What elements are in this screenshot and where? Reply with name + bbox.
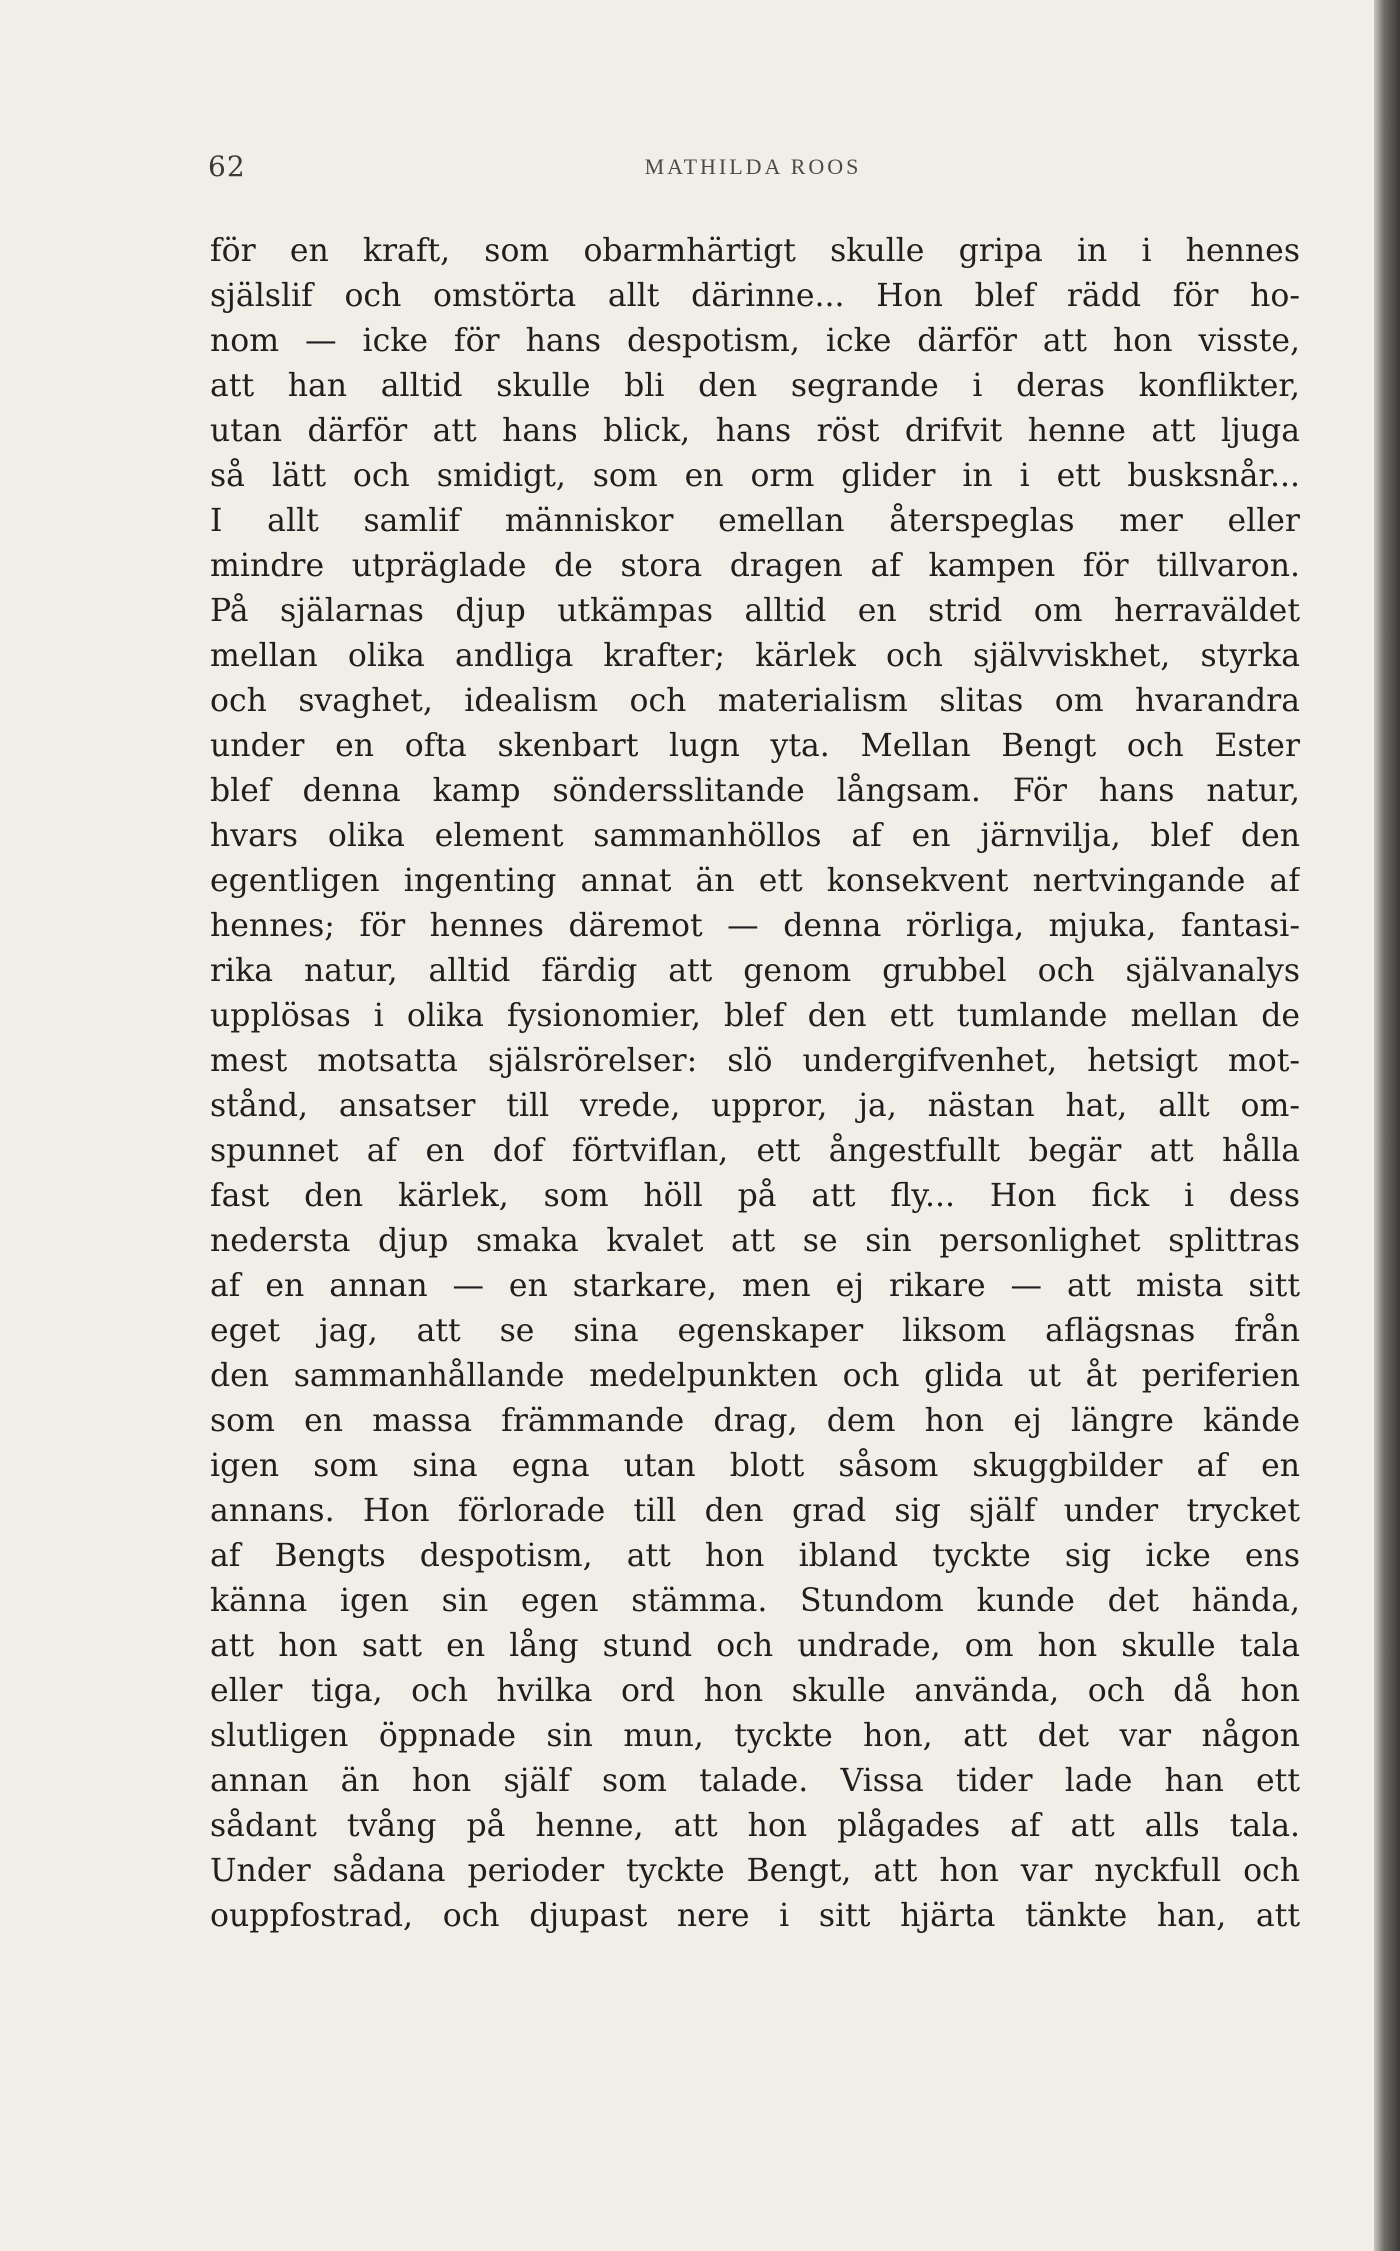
text-line: I allt samlif människor emellan återspeglas mer eller xyxy=(210,503,1300,539)
text-line: hvars olika element sammanhöllos af en järnvilja, blef den xyxy=(210,818,1300,854)
body-text xyxy=(210,229,1300,1939)
text-line: hennes; för hennes däremot — denna rörliga, mjuka, fantasi- xyxy=(210,908,1300,944)
text-line: stånd, ansatser till vrede, uppror, ja, nästan hat, allt om- xyxy=(210,1088,1300,1124)
text-line: som en massa främmande drag, dem hon ej längre kände xyxy=(210,1403,1300,1439)
text-line: så lätt och smidigt, som en orm glider in i ett busksnår... xyxy=(210,458,1300,494)
text-line: att han alltid skulle bli den segrande i deras konflikter, xyxy=(210,368,1300,404)
text-line: af en annan — en starkare, men ej rikare — att mista sitt xyxy=(210,1268,1300,1304)
text-line: och svaghet, idealism och materialism slitas om hvarandra xyxy=(210,683,1300,719)
text-line: annan än hon själf som talade. Vissa tider lade han ett xyxy=(210,1763,1300,1799)
text-line: sådant tvång på henne, att hon plågades af att alls tala. xyxy=(210,1808,1300,1844)
text-line: känna igen sin egen stämma. Stundom kunde det hända, xyxy=(210,1583,1300,1619)
text-line: rika natur, alltid färdig att genom grubbel och självanalys xyxy=(210,953,1300,989)
text-line: mindre utpräglade de stora dragen af kampen för tillvaron. xyxy=(210,548,1300,584)
text-line: mest motsatta själsrörelser: slö undergifvenhet, hetsigt mot- xyxy=(210,1043,1300,1079)
text-line: spunnet af en dof förtviflan, ett ångestfullt begär att hålla xyxy=(210,1133,1300,1169)
text-line: igen som sina egna utan blott såsom skuggbilder af en xyxy=(210,1448,1300,1484)
text-line: eget jag, att se sina egenskaper liksom aflägsnas från xyxy=(210,1313,1300,1349)
text-line: egentligen ingenting annat än ett konsekvent nertvingande af xyxy=(210,863,1300,899)
text-line: ouppfostrad, och djupast nere i sitt hjärta tänkte han, att xyxy=(210,1898,1300,1934)
text-line: af Bengts despotism, att hon ibland tyckte sig icke ens xyxy=(210,1538,1300,1574)
text-line: att hon satt en lång stund och undrade, om hon skulle tala xyxy=(210,1628,1300,1664)
text-line: under en ofta skenbart lugn yta. Mellan Bengt och Ester xyxy=(210,728,1300,764)
text-line: den sammanhållande medelpunkten och glida ut åt periferien xyxy=(210,1358,1300,1394)
text-line: blef denna kamp söndersslitande långsam. För hans natur, xyxy=(210,773,1300,809)
text-line: själslif och omstörta allt därinne... Hon blef rädd för ho- xyxy=(210,278,1300,314)
text-line: nom — icke för hans despotism, icke därför att hon visste, xyxy=(210,323,1300,359)
text-line: fast den kärlek, som höll på att fly... Hon fick i dess xyxy=(210,1178,1300,1214)
text-line: för en kraft, som obarmhärtigt skulle gripa in i hennes xyxy=(210,233,1300,269)
text-line: eller tiga, och hvilka ord hon skulle använda, och då hon xyxy=(210,1673,1300,1709)
text-line: nedersta djup smaka kvalet att se sin personlighet splittras xyxy=(210,1223,1300,1259)
page-header xyxy=(208,150,1298,190)
text-line: mellan olika andliga krafter; kärlek och självviskhet, styrka xyxy=(210,638,1300,674)
text-line: På själarnas djup utkämpas alltid en strid om herraväldet xyxy=(210,593,1300,629)
running-head: MATHILDA ROOS xyxy=(644,154,862,179)
text-line: upplösas i olika fysionomier, blef den ett tumlande mellan de xyxy=(210,998,1300,1034)
binding-edge xyxy=(1374,0,1400,2251)
text-line: slutligen öppnade sin mun, tyckte hon, att det var någon xyxy=(210,1718,1300,1754)
text-line: annans. Hon förlorade till den grad sig själf under trycket xyxy=(210,1493,1300,1529)
text-line: Under sådana perioder tyckte Bengt, att hon var nyckfull och xyxy=(210,1853,1300,1889)
page-number: 62 xyxy=(208,150,246,183)
text-line: utan därför att hans blick, hans röst drifvit henne att ljuga xyxy=(210,413,1300,449)
